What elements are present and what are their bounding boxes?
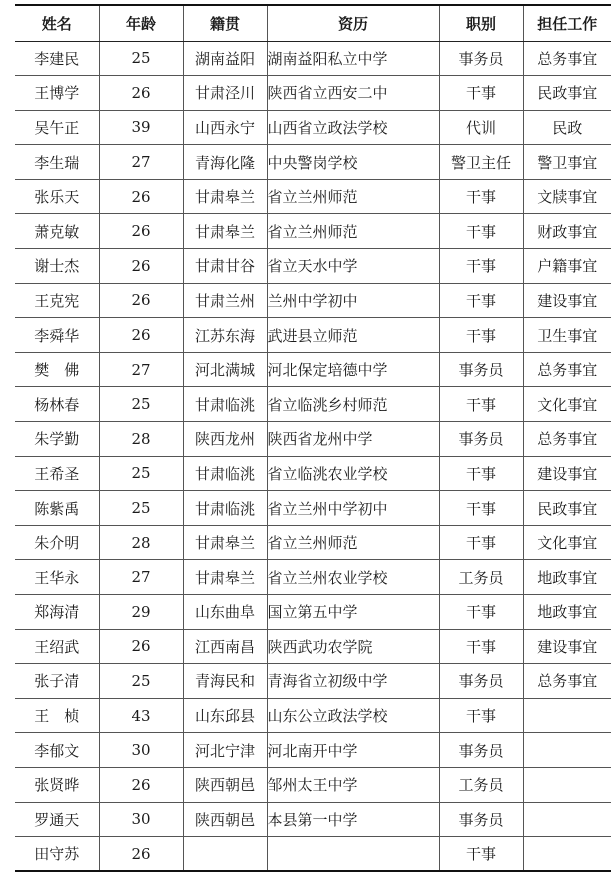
cell-education: 省立天水中学: [267, 249, 439, 284]
cell-position: 警卫主任: [439, 145, 523, 180]
cell-position: 事务员: [439, 802, 523, 837]
cell-duty: 文化事宜: [523, 525, 611, 560]
cell-position: 事务员: [439, 664, 523, 699]
cell-name: 陈紫禹: [15, 491, 99, 526]
cell-age: 25: [99, 456, 183, 491]
cell-origin: 山东邱县: [183, 698, 267, 733]
cell-name: 田守苏: [15, 837, 99, 872]
table-row: [15, 145, 611, 180]
cell-duty: [523, 698, 611, 733]
table-row: [15, 76, 611, 111]
cell-origin: 江苏东海: [183, 318, 267, 353]
cell-name: 樊 佛: [15, 352, 99, 387]
cell-position: 干事: [439, 318, 523, 353]
cell-education: 邹州太王中学: [267, 767, 439, 802]
cell-education: [267, 837, 439, 872]
cell-name: 萧克敏: [15, 214, 99, 249]
cell-education: 省立兰州师范: [267, 525, 439, 560]
cell-age: 27: [99, 352, 183, 387]
cell-duty: 总务事宜: [523, 664, 611, 699]
cell-age: 26: [99, 629, 183, 664]
cell-origin: 陕西朝邑: [183, 767, 267, 802]
table-row: [15, 110, 611, 145]
cell-duty: 建设事宜: [523, 456, 611, 491]
cell-duty: 总务事宜: [523, 41, 611, 76]
cell-age: 30: [99, 733, 183, 768]
cell-duty: 户籍事宜: [523, 249, 611, 284]
cell-position: 干事: [439, 214, 523, 249]
cell-age: 26: [99, 767, 183, 802]
cell-education: 兰州中学初中: [267, 283, 439, 318]
cell-education: 省立临洮农业学校: [267, 456, 439, 491]
header-duty: 担任工作: [523, 5, 611, 41]
cell-origin: 甘肃临洮: [183, 491, 267, 526]
cell-position: 工务员: [439, 767, 523, 802]
table-row: [15, 560, 611, 595]
cell-age: 25: [99, 41, 183, 76]
cell-education: 本县第一中学: [267, 802, 439, 837]
cell-position: 干事: [439, 491, 523, 526]
cell-name: 李建民: [15, 41, 99, 76]
header-education: 资历: [267, 5, 439, 41]
cell-origin: 河北宁津: [183, 733, 267, 768]
cell-origin: 河北满城: [183, 352, 267, 387]
cell-duty: 财政事宜: [523, 214, 611, 249]
cell-position: 干事: [439, 456, 523, 491]
cell-position: 干事: [439, 629, 523, 664]
cell-duty: 总务事宜: [523, 422, 611, 457]
cell-origin: 甘肃皋兰: [183, 214, 267, 249]
roster-body: [15, 41, 611, 871]
table-row: [15, 491, 611, 526]
cell-name: 张子清: [15, 664, 99, 699]
cell-name: 张贤晔: [15, 767, 99, 802]
cell-name: 郑海清: [15, 595, 99, 630]
table-row: [15, 698, 611, 733]
cell-education: 陕西武功农学院: [267, 629, 439, 664]
cell-name: 罗通天: [15, 802, 99, 837]
cell-position: 干事: [439, 595, 523, 630]
cell-education: 湖南益阳私立中学: [267, 41, 439, 76]
cell-name: 李舜华: [15, 318, 99, 353]
cell-age: 25: [99, 491, 183, 526]
cell-position: 干事: [439, 525, 523, 560]
cell-name: 王希圣: [15, 456, 99, 491]
table-row: [15, 525, 611, 560]
cell-name: 杨林春: [15, 387, 99, 422]
cell-age: 28: [99, 422, 183, 457]
table-row: [15, 664, 611, 699]
cell-age: 27: [99, 560, 183, 595]
cell-education: 陕西省龙州中学: [267, 422, 439, 457]
table-row: [15, 837, 611, 872]
table-row: [15, 629, 611, 664]
cell-origin: 甘肃临洮: [183, 387, 267, 422]
cell-duty: 地政事宜: [523, 560, 611, 595]
cell-age: 26: [99, 318, 183, 353]
cell-name: 王华永: [15, 560, 99, 595]
cell-duty: 地政事宜: [523, 595, 611, 630]
cell-name: 王博学: [15, 76, 99, 111]
cell-position: 事务员: [439, 41, 523, 76]
cell-position: 干事: [439, 76, 523, 111]
cell-duty: [523, 767, 611, 802]
cell-origin: 陕西龙州: [183, 422, 267, 457]
cell-origin: 甘肃皋兰: [183, 525, 267, 560]
table-row: [15, 283, 611, 318]
cell-duty: [523, 837, 611, 872]
table-row: [15, 422, 611, 457]
table-row: [15, 249, 611, 284]
cell-education: 河北保定培德中学: [267, 352, 439, 387]
cell-duty: 总务事宜: [523, 352, 611, 387]
table-row: [15, 733, 611, 768]
cell-age: 28: [99, 525, 183, 560]
cell-origin: 山东曲阜: [183, 595, 267, 630]
cell-education: 陕西省立西安二中: [267, 76, 439, 111]
cell-origin: 甘肃临洮: [183, 456, 267, 491]
cell-age: 26: [99, 837, 183, 872]
cell-position: 干事: [439, 837, 523, 872]
table-row: [15, 767, 611, 802]
cell-origin: 陕西朝邑: [183, 802, 267, 837]
cell-age: 26: [99, 283, 183, 318]
cell-origin: 山西永宁: [183, 110, 267, 145]
cell-position: 干事: [439, 283, 523, 318]
cell-age: 39: [99, 110, 183, 145]
cell-position: 干事: [439, 249, 523, 284]
cell-age: 26: [99, 179, 183, 214]
cell-origin: 甘肃皋兰: [183, 560, 267, 595]
table-row: [15, 595, 611, 630]
cell-position: 干事: [439, 698, 523, 733]
cell-education: 青海省立初级中学: [267, 664, 439, 699]
header-origin: 籍贯: [183, 5, 267, 41]
table-row: [15, 179, 611, 214]
cell-name: 李生瑞: [15, 145, 99, 180]
cell-age: 26: [99, 249, 183, 284]
cell-education: 省立兰州师范: [267, 214, 439, 249]
cell-position: 干事: [439, 387, 523, 422]
cell-duty: 卫生事宜: [523, 318, 611, 353]
cell-name: 张乐天: [15, 179, 99, 214]
cell-education: 河北南开中学: [267, 733, 439, 768]
cell-duty: [523, 733, 611, 768]
cell-name: 王 桢: [15, 698, 99, 733]
cell-name: 谢士杰: [15, 249, 99, 284]
cell-age: 29: [99, 595, 183, 630]
table-row: [15, 802, 611, 837]
cell-duty: [523, 802, 611, 837]
cell-name: 朱介明: [15, 525, 99, 560]
table-row: [15, 41, 611, 76]
cell-duty: 建设事宜: [523, 629, 611, 664]
cell-origin: 甘肃泾川: [183, 76, 267, 111]
cell-name: 朱学勤: [15, 422, 99, 457]
cell-education: 武进县立师范: [267, 318, 439, 353]
cell-age: 43: [99, 698, 183, 733]
cell-education: 山东公立政法学校: [267, 698, 439, 733]
cell-education: 国立第五中学: [267, 595, 439, 630]
header-age: 年龄: [99, 5, 183, 41]
cell-origin: 青海化隆: [183, 145, 267, 180]
cell-age: 27: [99, 145, 183, 180]
cell-education: 省立兰州农业学校: [267, 560, 439, 595]
cell-education: 省立临洮乡村师范: [267, 387, 439, 422]
cell-age: 26: [99, 214, 183, 249]
table-row: [15, 214, 611, 249]
cell-education: 省立兰州师范: [267, 179, 439, 214]
cell-duty: 民政: [523, 110, 611, 145]
cell-origin: 甘肃皋兰: [183, 179, 267, 214]
cell-age: 26: [99, 76, 183, 111]
cell-position: 代训: [439, 110, 523, 145]
cell-duty: 文化事宜: [523, 387, 611, 422]
cell-name: 王绍武: [15, 629, 99, 664]
cell-education: 中央警岗学校: [267, 145, 439, 180]
cell-education: 山西省立政法学校: [267, 110, 439, 145]
cell-origin: 甘肃兰州: [183, 283, 267, 318]
cell-origin: 甘肃甘谷: [183, 249, 267, 284]
cell-name: 李郁文: [15, 733, 99, 768]
cell-position: 事务员: [439, 733, 523, 768]
cell-duty: 民政事宜: [523, 76, 611, 111]
cell-education: 省立兰州中学初中: [267, 491, 439, 526]
cell-position: 事务员: [439, 352, 523, 387]
cell-duty: 民政事宜: [523, 491, 611, 526]
staff-roster-table: [15, 4, 611, 872]
cell-origin: 湖南益阳: [183, 41, 267, 76]
cell-name: 王克宪: [15, 283, 99, 318]
table-row: [15, 318, 611, 353]
cell-origin: 江西南昌: [183, 629, 267, 664]
cell-name: 吴午正: [15, 110, 99, 145]
cell-age: 25: [99, 664, 183, 699]
table-row: [15, 456, 611, 491]
cell-age: 25: [99, 387, 183, 422]
table-row: [15, 387, 611, 422]
cell-position: 工务员: [439, 560, 523, 595]
header-row: [15, 5, 611, 41]
cell-origin: [183, 837, 267, 872]
cell-position: 事务员: [439, 422, 523, 457]
cell-position: 干事: [439, 179, 523, 214]
cell-duty: 警卫事宜: [523, 145, 611, 180]
header-position: 职别: [439, 5, 523, 41]
header-name: 姓名: [15, 5, 99, 41]
table-row: [15, 352, 611, 387]
cell-origin: 青海民和: [183, 664, 267, 699]
cell-duty: 建设事宜: [523, 283, 611, 318]
cell-age: 30: [99, 802, 183, 837]
cell-duty: 文牍事宜: [523, 179, 611, 214]
